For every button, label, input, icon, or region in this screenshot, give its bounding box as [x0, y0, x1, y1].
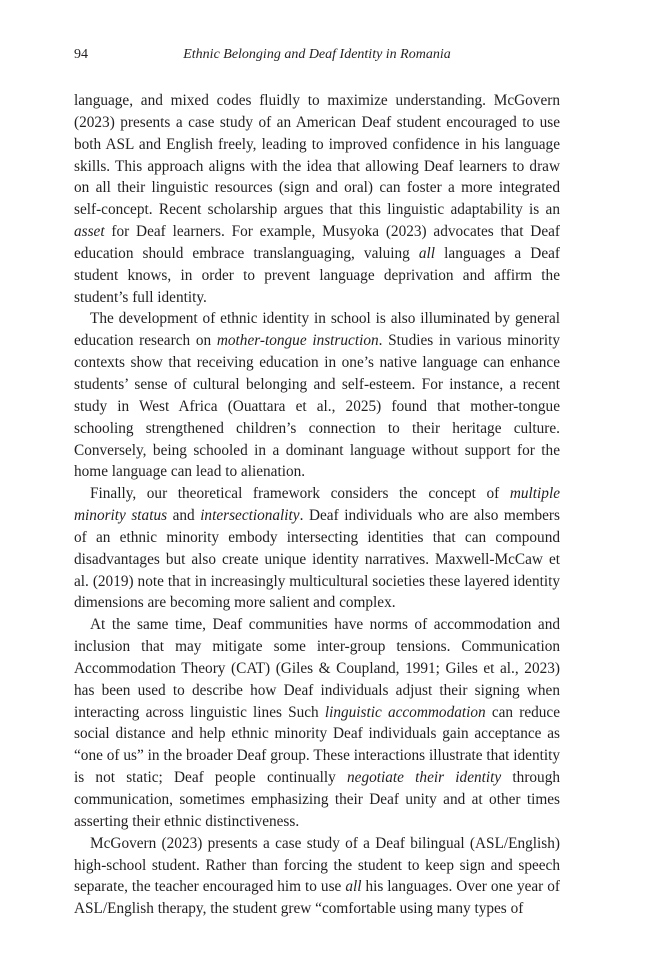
- text-run: languages a Deaf student knows, in order to prevent language deprivation and affirm the student’s full identity.: [74, 244, 560, 306]
- text-run: can reduce social distance and help ethnic minority Deaf individuals gain acceptance as “one of us” in the broader Deaf group. These interactions illustrate that identity is not static; Deaf people continually: [74, 703, 560, 787]
- paragraph-5: [74, 833, 560, 920]
- text-run: The development of ethnic identity in school is also illuminated by general education research on: [74, 310, 560, 350]
- paragraph-3: [74, 483, 560, 614]
- emphasis: all: [418, 244, 436, 262]
- emphasis: negotiate their identity: [347, 769, 502, 787]
- page-number: 94: [74, 47, 88, 62]
- text-run: for Deaf learners. For example, Musyoka (2023) advocates that Deaf education should embrace translanguaging, valuing: [74, 223, 560, 262]
- text-run: and: [167, 507, 201, 525]
- running-title: Ethnic Belonging and Deaf Identity in Romania: [183, 47, 451, 62]
- text-run: his languages. Over one year of ASL/English therapy, the student grew “comfortable using many types of: [74, 878, 561, 918]
- emphasis: multiple minority status: [74, 485, 560, 525]
- text-run: through communication, sometimes emphasizing their Deaf unity and at other times asserting their ethnic distinctiveness.: [74, 769, 561, 830]
- text-run: language, and mixed codes fluidly to maximize understanding. McGovern (2023) presents a case study of an American Deaf student encouraged to use both ASL and English freely, leading to improved confidence in his language skills. This approach aligns with the idea that allowing Deaf learners to draw on all their linguistic resources (sign and oral) can foster a more integrated self-concept. Recent scholarship argues that this linguistic adaptability is an: [74, 92, 560, 219]
- emphasis: asset: [74, 223, 105, 241]
- paragraph-1: [74, 90, 560, 308]
- body-text: [74, 90, 560, 920]
- text-run: . Studies in various minority contexts show that receiving education in one’s native language can enhance students’ sense of cultural belonging and self-esteem. For instance, a recent study in West Africa (Ouattara et al., 2025) found that mother-tongue schooling strengthened children’s connection to their heritage culture. Conversely, being schooled in a dominant language without support for the home language can lead to alienation.: [74, 332, 560, 481]
- paragraph-2: [74, 308, 560, 483]
- text-run: Finally, our theoretical framework considers the concept of: [90, 485, 510, 503]
- emphasis: mother-tongue instruction: [216, 332, 379, 350]
- text-run: McGovern (2023) presents a case study of a Deaf bilingual (ASL/English) high-school student. Rather than forcing the student to keep sign and speech separate, the teacher encouraged him to use: [74, 834, 560, 896]
- text-run: . Deaf individuals who are also members of an ethnic minority embody intersecting identities that can compound disadvantages but also create unique identity narratives. Maxwell-McCaw et al. (2019) note that in increasingly multicultural societies these layered identity dimensions are becoming more salient and complex.: [74, 507, 560, 612]
- page-header: [74, 47, 560, 67]
- paragraph-4: [74, 614, 560, 832]
- emphasis: intersectionality: [200, 507, 300, 525]
- text-run: At the same time, Deaf communities have norms of accommodation and inclusion that may mitigate some inter-group tensions. Communication Accommodation Theory (CAT) (Giles & Coupland, 1991; Giles et al., 2023) has been used to describe how Deaf individuals adjust their signing when interacting across linguistic lines Such: [74, 616, 560, 721]
- emphasis: linguistic accommodation: [324, 703, 486, 721]
- emphasis: all: [345, 878, 362, 896]
